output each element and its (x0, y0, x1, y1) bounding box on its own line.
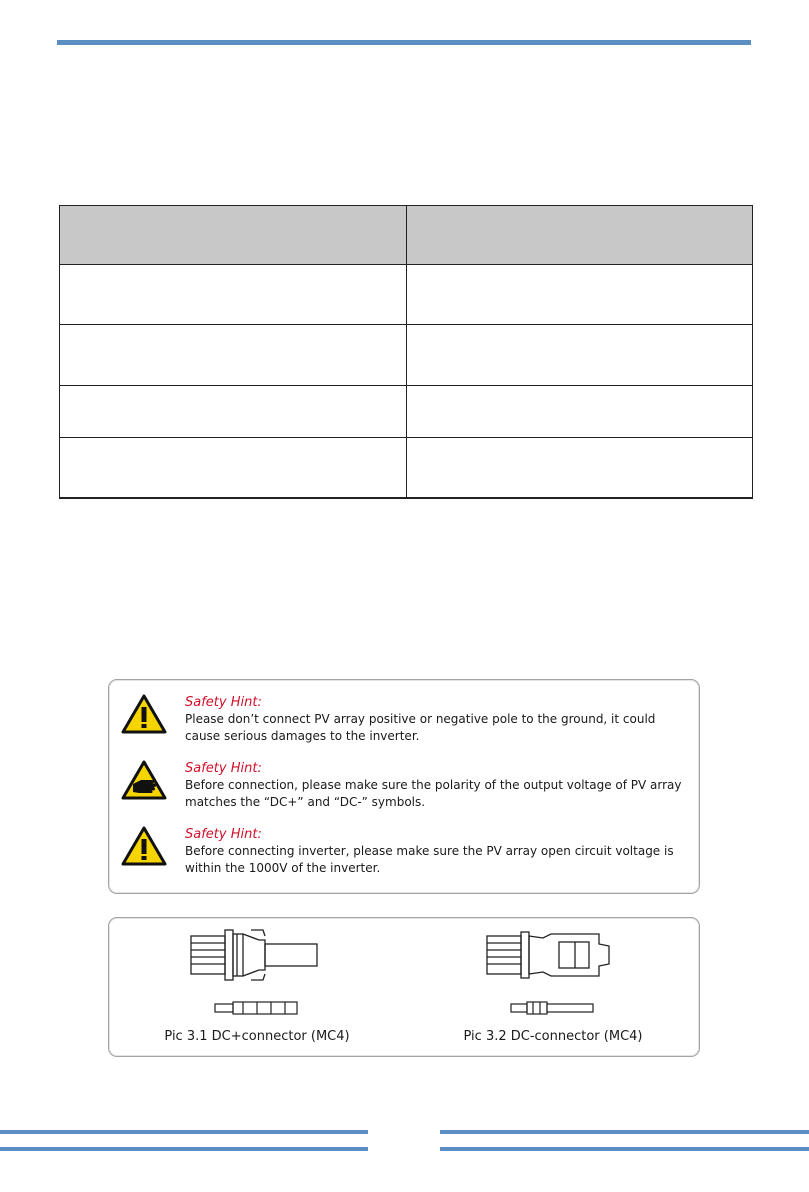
table-header-row (60, 206, 753, 265)
figure-caption: Pic 3.2 DC-connector (MC4) (463, 1029, 643, 1044)
safety-hint-title: Safety Hint: (185, 827, 262, 842)
table-row (60, 386, 753, 438)
safety-hint-text: Before connection, please make sure the polarity of the output voltage of PV array matches the “DC+” and “DC-” symbols. (185, 778, 682, 809)
dc-plus-connector-figure (109, 918, 405, 1056)
footer-rule-left-lower (0, 1147, 368, 1151)
figure-caption: Pic 3.1 DC+connector (MC4) (164, 1029, 350, 1044)
safety-hint-title: Safety Hint: (185, 761, 262, 776)
dc-plus-pin-icon (213, 998, 303, 1018)
connector-figures-box (108, 917, 700, 1057)
warning-hand-icon (121, 760, 167, 800)
table-cell (60, 325, 407, 386)
spec-table (59, 205, 753, 499)
safety-hints-box (108, 679, 700, 894)
table-row (60, 265, 753, 325)
table-header-cell (60, 206, 407, 265)
dc-plus-connector-icon (185, 926, 335, 986)
table-cell (406, 265, 753, 325)
footer-rule-right (440, 1130, 809, 1134)
dc-minus-pin-icon (509, 998, 599, 1018)
table-row (60, 438, 753, 499)
header-rule (57, 40, 751, 45)
table-cell (60, 265, 407, 325)
safety-hint-title: Safety Hint: (185, 695, 262, 710)
safety-hint-text: Please don’t connect PV array positive or negative pole to the ground, it could cause serious damages to the inverter. (185, 712, 656, 743)
warning-exclamation-icon (121, 694, 167, 734)
dc-minus-connector-icon (481, 926, 631, 986)
warning-exclamation-icon (121, 826, 167, 866)
table-cell (60, 386, 407, 438)
table-row (60, 325, 753, 386)
table-cell (406, 438, 753, 499)
table-cell (406, 386, 753, 438)
footer-rule-left (0, 1130, 368, 1134)
footer-rule-right-lower (440, 1147, 809, 1151)
table-header-cell (406, 206, 753, 265)
table-cell (60, 438, 407, 499)
safety-hint-text: Before connecting inverter, please make sure the PV array open circuit voltage is within the 1000V of the inverter. (185, 844, 674, 875)
table-cell (406, 325, 753, 386)
dc-minus-connector-figure (405, 918, 701, 1056)
